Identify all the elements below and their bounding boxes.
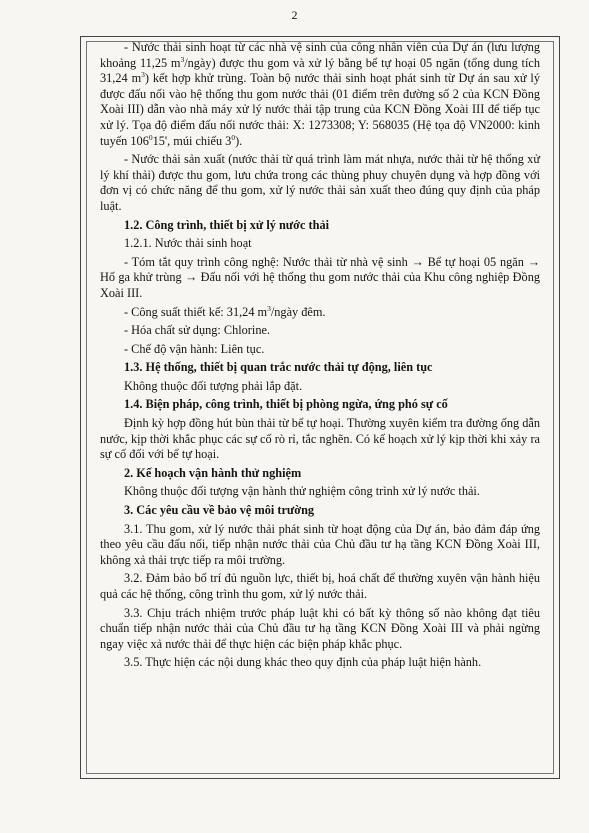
- paragraph-trial-operation: Không thuộc đối tượng vận hành thử nghiệm công trình xử lý nước thải.: [124, 484, 480, 499]
- paragraph-incident-response: Định kỳ hợp đồng hút bùn thải từ bể tự hoại. Thường xuyên kiểm tra đường ống dẫn nước, kịp thời khắc phục các sự cố rò rỉ, tắc nghẽn. Có kế hoạch xử lý kịp thời khi xảy ra sự cố đối với bể tự hoại.: [100, 416, 540, 462]
- heading-2: 2. Kế hoạch vận hành thử nghiệm: [124, 465, 302, 480]
- page-number: 2: [291, 8, 298, 22]
- heading-1-2: 1.2. Công trình, thiết bị xử lý nước thải: [124, 217, 330, 232]
- paragraph-3-3: 3.3. Chịu trách nhiệm trước pháp luật khi có bất kỳ thông số nào không đạt tiêu chuẩn tiếp nhận nước thải của Chủ đầu tư hạ tầng KCN Đồng Xoài III và phải ngừng ngay việc xả nước thải để thực hiện các biện pháp khắc phục.: [100, 605, 540, 651]
- paragraph-domestic-wastewater: - Nước thải sinh hoạt từ các nhà vệ sinh của công nhân viên của Dự án (lưu lượng khoảng 11,25 $m^3/ngày$) được thu gom và xử lý bằng bể tự hoại 05 ngăn (tổng dung tích 31,24 $m^3$) kết hợp khử trùng. Toàn bộ nước thải sinh hoạt phát sinh từ Dự án sau xử lý được đấu nối vào hệ thống thu gom nước thải (01 điểm trên đường số 2 của KCN Đồng Xoài III) dẫn vào nhà máy xử lý nước thải tập trung của KCN Đồng Xoài III để tiếp tục xử lý. Tọa độ điểm đấu nối nước thải: X: 1273308; Y: 568035 (Hệ tọa độ VN2000: kinh tuyến $106^015'$, múi chiếu $3^0$).: [100, 40, 541, 148]
- paragraph-3-2: 3.2. Đảm bảo bố trí đủ nguồn lực, thiết bị, hoá chất để thường xuyên vận hành hiệu quả các hệ thống, công trình thu gom, xử lý nước thải.: [100, 571, 540, 601]
- heading-1-2-1: 1.2.1. Nước thải sinh hoạt: [124, 236, 252, 251]
- heading-3: 3. Các yêu cầu về bảo vệ môi trường: [124, 503, 315, 518]
- paragraph-3-1: 3.1. Thu gom, xử lý nước thải phát sinh từ hoạt động của Dự án, bảo đảm đáp ứng theo yêu cầu đấu nối, tiếp nhận nước thải của Chủ đầu tư hạ tầng KCN Đồng Xoài III, không xả thải trực tiếp ra môi trường.: [100, 521, 540, 567]
- paragraph-chemicals: - Hóa chất sử dụng: Chlorine.: [124, 323, 271, 338]
- paragraph-capacity: - Công suất thiết kế: 31,24 $m^3$/ngày đêm.: [124, 303, 326, 319]
- paragraph-operation-mode: - Chế độ vận hành: Liên tục.: [124, 341, 265, 356]
- document-body: [100, 40, 540, 674]
- heading-1-3: 1.3. Hệ thống, thiết bị quan trắc nước thải tự động, liên tục: [124, 360, 433, 375]
- paragraph-production-wastewater: - Nước thải sản xuất (nước thải từ quá trình làm mát nhựa, nước thải từ hệ thống xử lý khí thải) được thu gom, lưu chứa trong các thùng phuy chuyên dụng và hợp đồng với đơn vị có chức năng để thu gom, xử lý nước thải sản xuất theo đúng quy định của pháp luật.: [100, 152, 540, 213]
- paragraph-monitoring: Không thuộc đối tượng phải lắp đặt.: [124, 378, 303, 393]
- heading-1-4: 1.4. Biện pháp, công trình, thiết bị phòng ngừa, ứng phó sự cố: [124, 397, 448, 412]
- paragraph-3-5: 3.5. Thực hiện các nội dung khác theo quy định của pháp luật hiện hành.: [124, 655, 482, 670]
- paragraph-process-summary: - Tóm tắt quy trình công nghệ: Nước thải từ nhà vệ sinh → Bể tự hoại 05 ngăn → Hố ga khử trùng → Đấu nối với hệ thống thu gom nước thải của Khu công nghiệp Đồng Xoài III.: [100, 254, 540, 300]
